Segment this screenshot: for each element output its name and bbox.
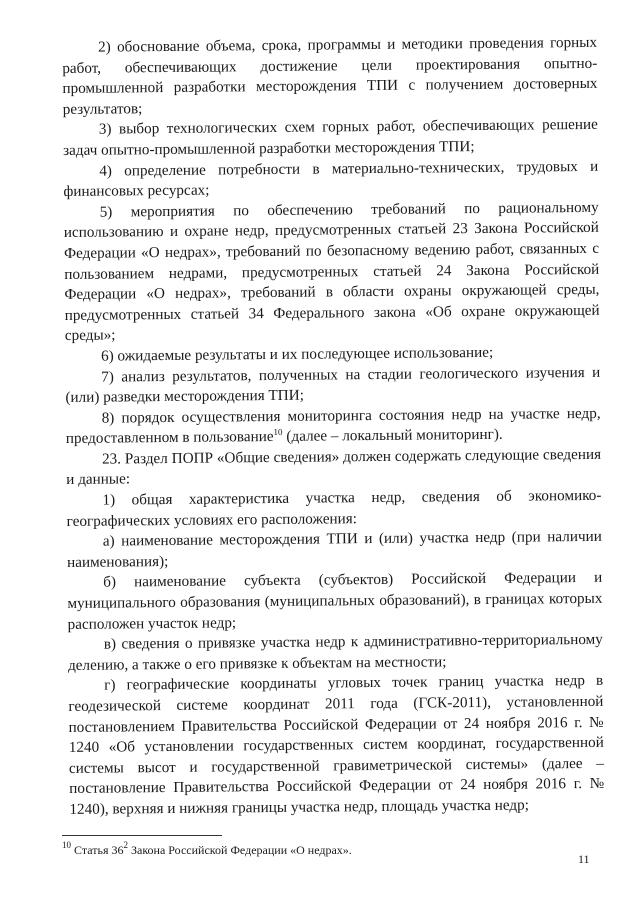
footnote-article-sup: 2 [123,840,128,850]
paragraph: б) наименование субъекта (субъектов) Российской Федерации и муниципального образования (муниципальных образований), в границах которых расположен участок недр; [67,569,603,633]
paragraph: 5) мероприятия по обеспечению требований по рациональному использованию и охране недр, предусмотренных статьей 23 Закона Российской Федерации «О недрах», требований по безопасному ведению работ, связанных с пользованием недрами, предусмотренных статьей 24 Закона Российской Федерации «О недрах», требований в области охраны окружающей среды, предусмотренных статьей 34 Федерального закона «Об охране окружающей среды»; [63,198,600,345]
footnote [62,840,562,857]
paragraph: 4) определение потребности в материально-технических, трудовых и финансовых ресурсах; [63,157,599,201]
paragraph-text: (далее – локальный мониторинг). [282,426,503,446]
footnote-number: 10 [62,840,71,850]
section-heading-paragraph: 23. Раздел ПОПР «Общие сведения» должен содержать следующие сведения и данные: [66,445,602,489]
paragraph-text: 8) порядок осуществления мониторинга состояния недр на участке недр, предоставленном в пользование [65,404,601,448]
paragraph: 1) общая характеристика участка недр, сведения об экономико-географических условиях его расположения: [66,486,602,530]
paragraph: 7) анализ результатов, полученных на стадии геологического изучения и (или) разведки месторождения ТПИ; [65,363,601,407]
paragraph: 6) ожидаемые результаты и их последующее использование; [100,343,494,365]
paragraph: а) наименование месторождения ТПИ и (или) участка недр (при наличии наименования); [66,528,602,571]
paragraph: в) сведения о привязке участка недр к административно-территориальному делению, а также о его привязке к объектам на местности; [67,631,603,674]
paragraph: г) географические координаты угловых точек границ участка недр в геодезической системе координат 2011 года (ГСК-2011), установленной постановлением Правительства Российской Федерации от 24 ноября 2016 г. № 1240 «Об установлении государственных систем координат, государственной системы высот и государственной гравиметрической системы» (далее – постановление Правительства Российской Федерации от 24 ноября 2016 г. № 1240), верхняя и нижняя границы участка недр, площадь участка недр; [68,672,605,818]
page-number: 11 [578,852,590,866]
paragraph-with-footnote-ref [66,404,601,450]
footnote-text: Статья 36 [71,843,124,857]
paragraph: 2) обоснование объема, срока, программы и методики проведения горных работ, обеспечивающих достижение цели проектирования опытно-промышленной разработки месторождения ТПИ с получением достоверных результатов; [62,33,598,118]
footnote-ref[interactable]: 10 [273,427,283,438]
footnote-divider [62,835,222,836]
footnote-text: Закона Российской Федерации «О недрах». [128,843,352,857]
paragraph: 3) выбор технологических схем горных работ, обеспечивающих решение задач опытно-промышленной разработки месторождения ТПИ; [62,116,598,159]
body-text [62,33,604,821]
